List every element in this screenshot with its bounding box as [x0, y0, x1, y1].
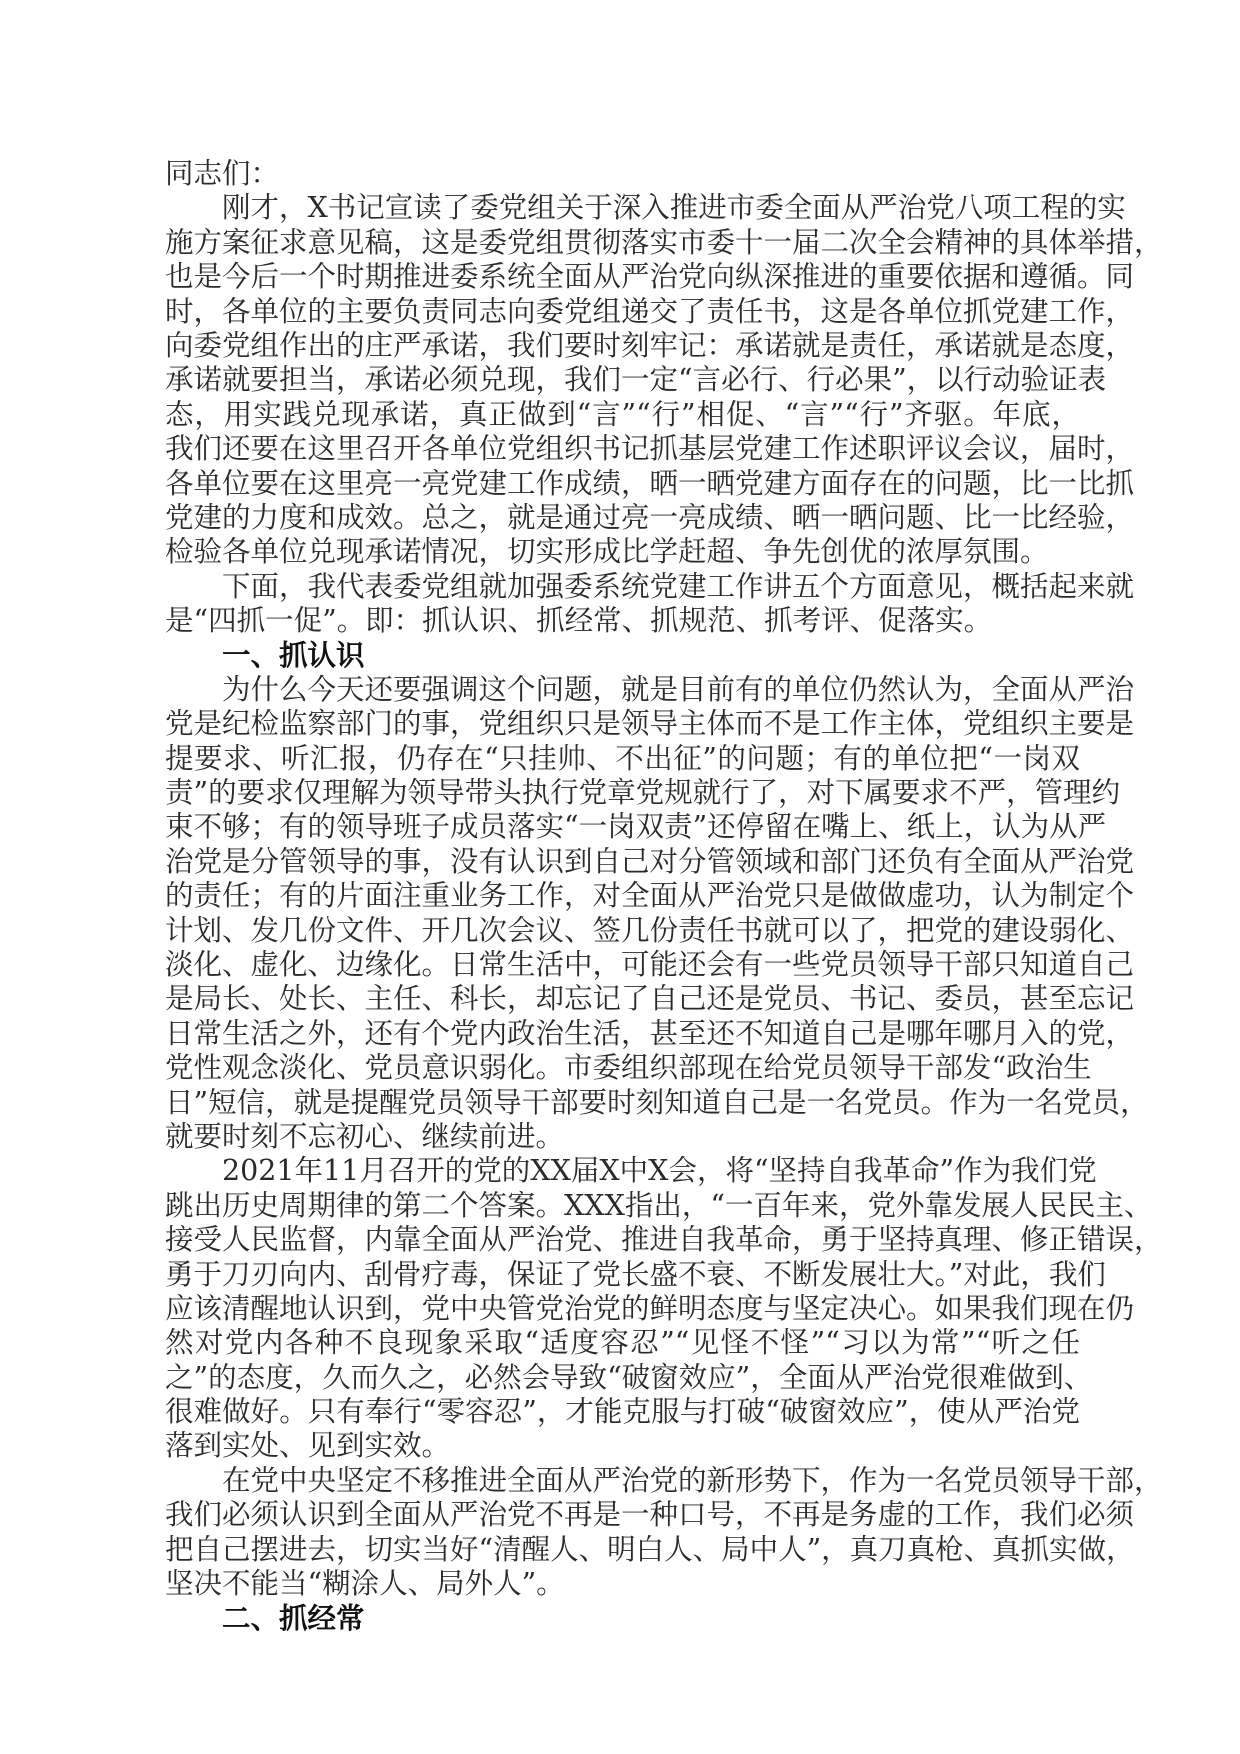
text-line: 就要时刻不忘初心、继续前进。	[165, 1119, 565, 1153]
text-line: 二、抓经常	[222, 1601, 365, 1636]
text-line: 我们必须认识到全面从严治党不再是一种口号，不再是务虚的工作，我们必须	[165, 1498, 1135, 1532]
text-line: 日”短信，就是提醒党员领导干部要时刻知道自己是一名党员。作为一名党员，	[165, 1085, 1149, 1119]
text-line: 一、抓认识	[222, 638, 365, 673]
text-line: 是局长、处长、主任、科长，却忘记了自己还是党员、书记、委员，甚至忘记	[165, 982, 1135, 1016]
text-line: 党性观念淡化、党员意识弱化。市委组织部现在给党员领导干部发“政治生	[165, 1051, 1092, 1085]
text-line: 检验各单位兑现承诺情况，切实形成比学赶超、争先创优的浓厚氛围。	[165, 535, 1049, 569]
section-heading	[165, 638, 1080, 672]
text-line: 刚才，X书记宣读了委党组关于深入推进市委全面从严治党八项工程的实	[222, 191, 1126, 225]
salutation	[165, 157, 1080, 191]
document-body	[165, 157, 1163, 1636]
text-line: 提要求、听汇报，仍存在“只挂帅、不出征”的问题；有的单位把“一岗双	[165, 741, 1080, 775]
text-line: 我们还要在这里召开各单位党组织书记抓基层党建工作述职评议会议，届时，	[165, 432, 1135, 466]
paragraph	[165, 1154, 1163, 1464]
text-line: 党是纪检监察部门的事，党组织只是领导主体而不是工作主体，党组织主要是	[165, 707, 1135, 741]
text-line: 同志们：	[165, 157, 280, 190]
text-line: 党建的力度和成效。总之，就是通过亮一亮成绩、晒一晒问题、比一比经验，	[165, 500, 1135, 534]
text-line: 之”的态度，久而久之，必然会导致“破窗效应”，全面从严治党很难做到、	[165, 1360, 1093, 1394]
paragraph	[165, 1463, 1163, 1602]
text-line: 态，用实践兑现承诺，真正做到“言”“行”相促、“言”“行”齐驱。年底，	[165, 397, 1080, 431]
text-line: 把自己摆进去，切实当好“清醒人、明白人、局中人”，真刀真枪、真抓实做，	[165, 1532, 1135, 1566]
text-line: 是“四抓一促”。即：抓认识、抓经常、抓规范、抓考评、促落实。	[165, 604, 993, 638]
text-line: 各单位要在这里亮一亮党建工作成绩，晒一晒党建方面存在的问题，比一比抓	[165, 466, 1135, 500]
text-line: 勇于刀刃向内、刮骨疗毒，保证了党长盛不衰、不断发展壮大。”对此，我们	[165, 1257, 1106, 1291]
text-line: 很难做好。只有奉行“零容忍”，才能克服与打破“破窗效应”，使从严治党	[165, 1395, 1080, 1429]
text-line: 计划、发几份文件、开几次会议、签几份责任书就可以了，把党的建设弱化、	[165, 913, 1135, 947]
paragraph	[165, 672, 1149, 1154]
text-line: 下面，我代表委党组就加强委系统党建工作讲五个方面意见，概括起来就	[222, 569, 1135, 603]
text-line: 施方案征求意见稿，这是委党组贯彻落实市委十一届二次全会精神的具体举措，	[165, 225, 1163, 259]
text-line: 为什么今天还要强调这个问题，就是目前有的单位仍然认为，全面从严治	[222, 672, 1135, 706]
text-line: 治党是分管领导的事，没有认识到自己对分管领域和部门还负有全面从严治党	[165, 844, 1135, 878]
text-line: 责”的要求仅理解为领导带头执行党章党规就行了，对下属要求不严，管理约	[165, 776, 1121, 810]
text-line: 在党中央坚定不移推进全面从严治党的新形势下，作为一名党员领导干部，	[222, 1463, 1163, 1497]
section-heading	[165, 1601, 1080, 1635]
text-line: 坚决不能当“糊涂人、局外人”。	[165, 1567, 565, 1601]
text-line: 2021年11月召开的党的XX届X中X会，将“坚持自我革命”作为我们党	[222, 1154, 1097, 1188]
text-line: 的责任；有的片面注重业务工作，对全面从严治党只是做做虚功，认为制定个	[165, 879, 1135, 913]
paragraph	[165, 191, 1163, 569]
text-line: 跳出历史周期律的第二个答案。XXX指出，“一百年来，党外靠发展人民民主、	[165, 1188, 1153, 1222]
text-line: 落到实处、见到实效。	[165, 1429, 451, 1463]
text-line: 向委党组作出的庄严承诺，我们要时刻牢记：承诺就是责任，承诺就是态度，	[165, 328, 1135, 362]
text-line: 然对党内各种不良现象采取“适度容忍”“见怪不怪”“习以为常”“听之任	[165, 1326, 1080, 1360]
paragraph	[165, 569, 1135, 639]
text-line: 应该清醒地认识到，党中央管党治党的鲜明态度与坚定决心。如果我们现在仍	[165, 1291, 1135, 1325]
text-line: 承诺就要担当，承诺必须兑现，我们一定“言必行、行必果”，以行动验证表	[165, 363, 1107, 397]
text-line: 日常生活之外，还有个党内政治生活，甚至还不知道自己是哪年哪月入的党，	[165, 1016, 1135, 1050]
text-line: 淡化、虚化、边缘化。日常生活中，可能还会有一些党员领导干部只知道自己	[165, 947, 1135, 981]
text-line: 接受人民监督，内靠全面从严治党、推进自我革命，勇于坚持真理、修正错误，	[165, 1223, 1163, 1257]
text-line: 束不够；有的领导班子成员落实“一岗双责”还停留在嘴上、纸上，认为从严	[165, 810, 1107, 844]
text-line: 时，各单位的主要负责同志向委党组递交了责任书，这是各单位抓党建工作，	[165, 294, 1135, 328]
text-line: 也是今后一个时期推进委系统全面从严治党向纵深推进的重要依据和遵循。同	[165, 260, 1135, 294]
